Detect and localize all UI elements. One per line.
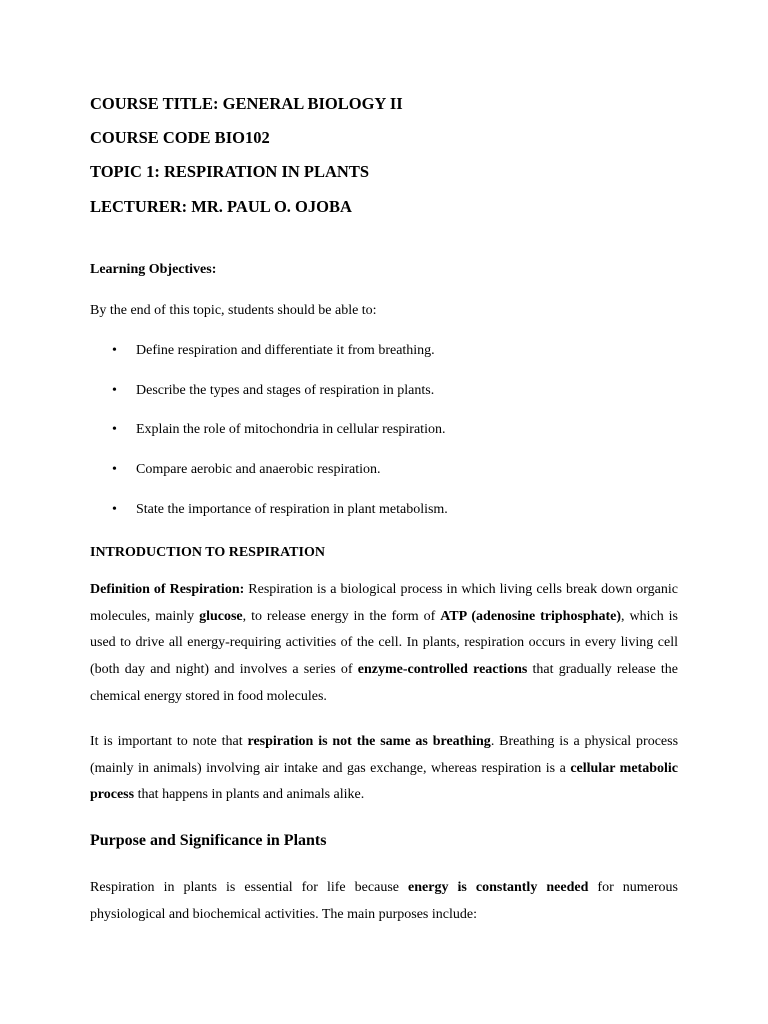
objectives-intro: By the end of this topic, students should be able to: [90,303,377,318]
list-item-text: Define respiration and differentiate it from breathing. [136,343,435,358]
body-text: , to release energy in the form of [242,608,441,624]
objectives-list [90,341,678,539]
bullet-icon: • [112,462,117,478]
bold-text: respiration is not the same as breathing [247,734,491,749]
bullet-icon: • [112,343,117,358]
list-item-text: Describe the types and stages of respiration in plants. [136,382,435,398]
body-text: , which is used to drive all energy-requiring activities of the cell. In plants, respiration occurs in every living cell (both day and night) and involves a series of [90,608,678,678]
list-item [90,341,678,381]
definition-paragraph [90,577,678,711]
bold-text: glucose [199,608,243,624]
lecturer-name: LECTURER: MR. PAUL O. OJOBA [90,197,352,216]
bold-text: enzyme-controlled reactions [357,662,528,678]
list-item [90,420,678,460]
body-text: that gradually release the chemical energy stored in food molecules. [90,662,678,704]
list-item [90,500,678,540]
introduction-heading: INTRODUCTION TO RESPIRATION [90,545,325,560]
body-text: that happens in plants and animals alike. [134,787,365,803]
course-code: COURSE CODE BIO102 [90,128,270,147]
body-text: . Breathing is a physical process (mainly in animals) involving air intake and gas exchange, whereas respiration is a [90,734,679,776]
topic-title: TOPIC 1: RESPIRATION IN PLANTS [90,162,370,181]
bullet-icon: • [112,382,117,398]
body-text: for numerous physiological and biochemical activities. The main purposes include: [90,880,678,922]
learning-objectives-heading: Learning Objectives: [90,262,217,277]
bold-text: energy is constantly needed [408,880,589,895]
purpose-paragraph [90,875,678,928]
bullet-icon: • [112,422,117,438]
list-item-text: State the importance of respiration in plant metabolism. [136,501,448,517]
body-text: It is important to note that [90,734,248,749]
purpose-heading: Purpose and Significance in Plants [90,832,327,849]
breathing-paragraph [90,729,678,809]
list-item-text: Explain the role of mitochondria in cellular respiration. [136,422,446,438]
bold-text: ATP (adenosine triphosphate) [440,608,622,624]
list-item [90,381,678,421]
body-text: Respiration is a biological process in which living cells break down organic molecules, mainly [90,582,678,624]
body-text: Respiration in plants is essential for life because [90,880,409,895]
bold-text: cellular metabolic process [90,760,678,803]
list-item [90,460,678,500]
bold-text: Definition of Respiration: [90,582,245,597]
course-title: COURSE TITLE: GENERAL BIOLOGY II [90,94,403,113]
bullet-icon: • [112,501,117,517]
list-item-text: Compare aerobic and anaerobic respiration. [136,462,381,478]
